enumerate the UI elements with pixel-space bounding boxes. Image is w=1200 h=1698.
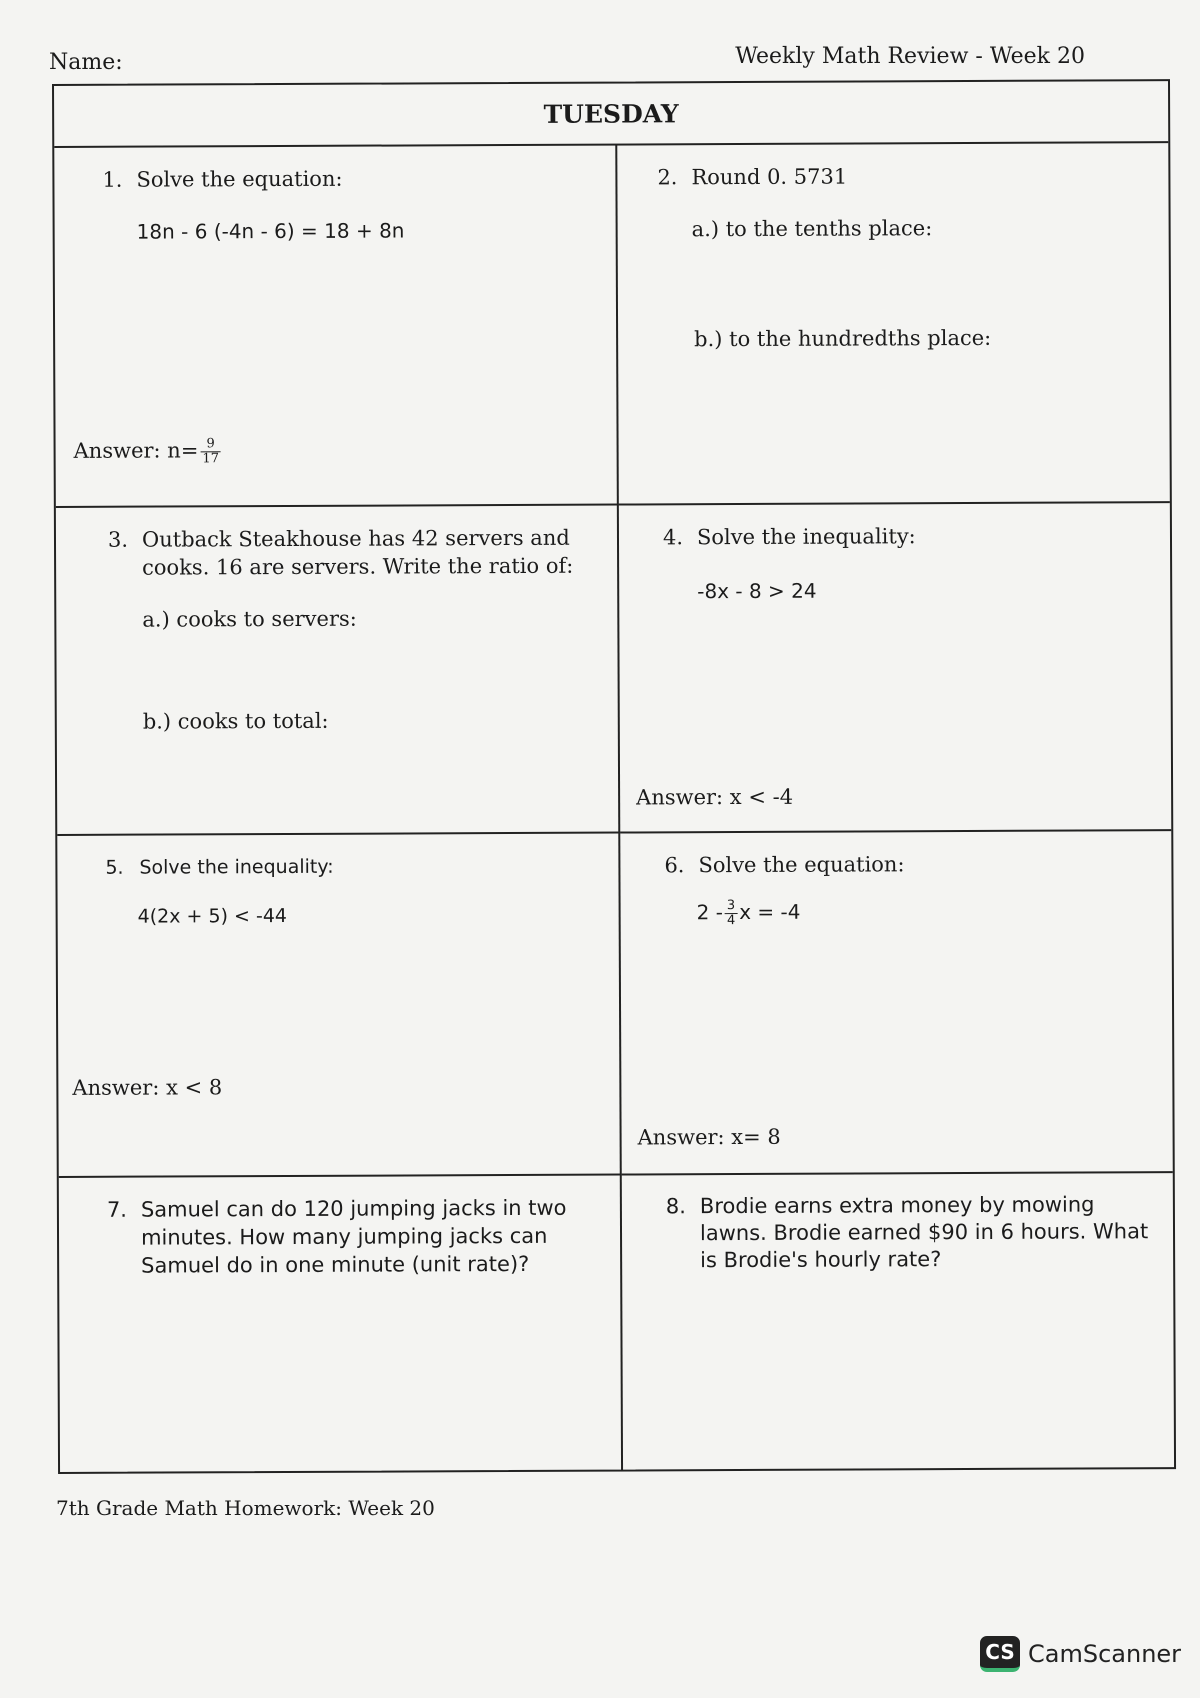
fraction-denominator: 17 — [202, 451, 219, 467]
problem-grid — [54, 143, 1174, 1474]
problem-1-text: Solve the equation: — [136, 166, 343, 192]
camscanner-watermark — [980, 1636, 1181, 1672]
problem-1-answer — [74, 437, 223, 467]
problem-6-number: 6. — [664, 853, 685, 878]
problem-6-answer: Answer: x= 8 — [637, 1124, 781, 1150]
worksheet-title: Weekly Math Review - Week 20 — [735, 44, 1085, 69]
footer-text: 7th Grade Math Homework: Week 20 — [56, 1496, 435, 1520]
problem-7-cell — [59, 1176, 623, 1474]
problem-4-prompt — [663, 521, 1160, 551]
equation-right: x = -4 — [739, 899, 801, 925]
problem-4-equation: -8x - 8 > 24 — [697, 578, 817, 604]
problem-7-text: Samuel can do 120 jumping jacks in two minutes. How many jumping jacks can Samuel do in one minute (unit rate)? — [140, 1195, 567, 1278]
fraction-denominator: 4 — [726, 913, 736, 929]
problem-4-answer: Answer: x < -4 — [636, 784, 794, 810]
problem-5-text: Solve the inequality: — [139, 855, 334, 879]
problem-4-number: 4. — [662, 525, 684, 550]
problem-8-cell — [622, 1173, 1174, 1471]
problem-5-number: 5. — [105, 856, 124, 879]
problem-1-cell — [54, 146, 619, 508]
fraction-numerator: 3 — [725, 899, 737, 914]
problem-8-number: 8. — [665, 1194, 687, 1219]
problem-8-prompt — [666, 1191, 1161, 1274]
problem-3-part-b: b.) cooks to total: — [142, 708, 329, 734]
problem-2-cell — [617, 143, 1170, 505]
fraction-numerator: 9 — [200, 437, 221, 452]
problem-1-answer-fraction — [200, 437, 221, 466]
problem-5-answer: Answer: x < 8 — [72, 1075, 223, 1100]
problem-6-cell — [620, 831, 1172, 1175]
problem-3-text: Outback Steakhouse has 42 servers and cooks. 16 are servers. Write the ratio of: — [141, 525, 574, 580]
problem-8-text: Brodie earns extra money by mowing lawns. Brodie earned $90 in 6 hours. What is Brodie's hourly rate? — [699, 1192, 1149, 1273]
problem-2-part-a: a.) to the tenths place: — [691, 216, 933, 242]
camscanner-label: CamScanner — [1028, 1640, 1182, 1668]
equation-left: 2 - — [696, 900, 723, 925]
problem-2-prompt — [657, 161, 1158, 191]
problem-6-text: Solve the equation: — [698, 852, 905, 878]
problem-3-number: 3. — [107, 527, 129, 552]
camscanner-logo-icon: CS — [980, 1636, 1020, 1672]
problem-5-equation: 4(2x + 5) < -44 — [137, 904, 288, 928]
problem-2-number: 2. — [657, 165, 678, 190]
problem-7-number: 7. — [106, 1197, 128, 1222]
problem-2-part-b: b.) to the hundredths place: — [694, 325, 992, 352]
problem-2-text: Round 0. 5731 — [691, 164, 848, 190]
problem-7-prompt — [107, 1194, 608, 1280]
problem-6-prompt — [664, 849, 1161, 879]
name-label: Name: — [49, 50, 123, 75]
problem-1-prompt — [102, 164, 605, 194]
problem-1-number: 1. — [102, 167, 123, 192]
problem-1-equation: 18n - 6 (-4n - 6) = 18 + 8n — [136, 218, 405, 244]
problem-4-cell — [619, 503, 1171, 833]
problem-5-cell — [57, 834, 621, 1178]
day-header: TUESDAY — [54, 81, 1168, 148]
problem-3-part-a: a.) cooks to servers: — [142, 606, 357, 632]
problem-4-text: Solve the inequality: — [696, 524, 916, 550]
equation-fraction — [725, 899, 737, 928]
problem-3-cell — [56, 506, 620, 836]
problem-5-prompt — [105, 852, 608, 882]
problem-3-prompt — [108, 524, 605, 582]
problem-1-answer-prefix: Answer: n= — [73, 438, 199, 463]
worksheet-table — [52, 79, 1176, 1474]
problem-6-equation — [697, 899, 801, 928]
